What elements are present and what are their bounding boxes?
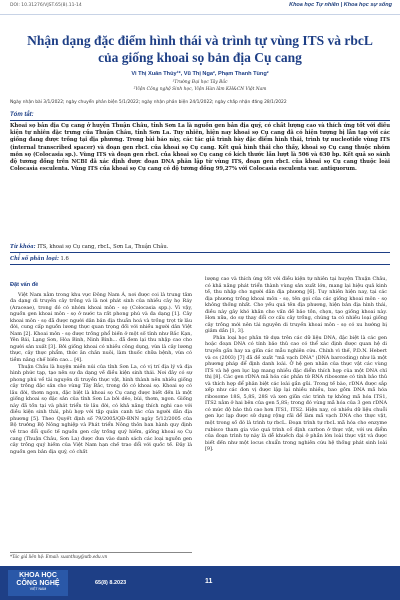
left-paragraph-2: Thuận Châu là huyện miền núi của tỉnh Sơn La, có vị trí địa lý và địa hình phức tạp, tạo nên sự đa dạng về điều kiện sinh thái. Nơi đây có sự phong phú về tài nguyên di truyền thực vật, hình thành nên nhiều giống cây trồng đặc sản cho vùng Tây Bắc, trong đó có khoai sọ. Khoai sọ có lâu đời, thơm ngon, đặc biệt là khoai sọ Cụ cang được biết đến là một giống khoai sọ đặc sản của tỉnh Sơn La bởi dẻo, bùi, thơm, ngon. Giống này đã tồn tại và phát triển từ lâu đời, có khả năng thích nghi cao với điều kiện sinh thái, phù hợp với tập quán canh tác của người dân địa phương [5]. Theo Quyết định số 79/2005/QĐ-BNN ngày 5/12/2005 của Bộ trưởng Bộ Nông nghiệp và Phát triển Nông thôn ban hành quy định về trao đổi quốc tế nguồn gen cây trồng quý hiếm, giống khoai sọ Cụ cang (Thuận Châu, Sơn La) được đưa vào danh sách các loại nguồn gen cây trồng quý hiếm của Việt Nam hạn chế trao đổi với quốc tế. Đây là nguồn gen bản địa quý, có chất bbox=[10, 363, 192, 455]
right-paragraph-2: Phân loại học phân tử dựa trên các dữ liệu DNA, đặc biệt là các gen hoặc đoạn DNA có tính bảo thủ cao có thể xác định được quan hệ di truyền gần hay xa giữa các mẫu nghiên cứu. Chính vì thế, P.D.N. Hebert và cs (2003) [7] đã đề xuất "mã vạch DNA" (DNA barcoding) như là một phương pháp để định danh loài. Ở hệ gen nhân của thực vật các vùng ITS và hệ gen lục lạp mang nhiều đặc điểm thích hợp của một DNA chỉ thị [8]. Các gen rDNA mã hóa các phân tử RNA ribosome có tính bảo thủ và thích hợp để phân biệt các loài gần gũi. Trong tế bào, rDNA được sắp xếp như các đơn vị được lặp lại nhiều nhiều, bao gồm DNA mã hóa ribosome 18S, 5,8S, 28S và xen giữa các trình tự không mã hóa ITS1, ITS2 nằm ở hai bên của gen 5,8S; trong đó vùng mã hóa của 3 gen rDNA có mức độ bảo thủ cao hơn ITS1, ITS2. Hiện nay, có nhiều dữ liệu chuỗi gen lục lạp được sử dụng rộng rãi để làm mã vạch DNA cho thực vật, một trong số đó là trình tự rbcL. Đoạn trình tự rbcL mã hóa cho enzyme rubisco tham gia vào quá trình cố định carbon ở thực vật, với ưu điểm của đoạn trình tự này là dễ khuếch đại ở phần lớn loài thực vật và được biết đến như một locus chuẩn trong nghiên cứu hệ thống phát sinh loài [9]. bbox=[205, 334, 387, 453]
keywords-text: ITS, khoai sọ Cụ cang, rbcL, Sơn La, Thuận Châu. bbox=[37, 244, 169, 250]
authors: Vi Thị Xuân Thủy¹*, Vũ Thị Nga², Phạm Thanh Tùng² bbox=[131, 71, 269, 77]
article-title: Nhận dạng đặc điểm hình thái và trình tự vùng ITS và rbcL của giống khoai sọ bản địa Cụ cang bbox=[27, 33, 373, 65]
classification-rule bbox=[10, 264, 390, 265]
doi-text: DOI: 10.31276/VJST.65(8).11-14 bbox=[10, 3, 82, 8]
keywords-label: Từ khóa: bbox=[10, 244, 36, 250]
classification-line bbox=[10, 256, 390, 262]
logo-main-text: KHOA HỌC CÔNG NGHỆ bbox=[16, 572, 60, 587]
abstract-top-rule bbox=[10, 120, 390, 121]
abstract-text: Khoai sọ bản địa Cụ cang ở huyện Thuận Châu, tỉnh Sơn La là nguồn gen bản địa quý, có chất lượng cao và thích ứng tốt với điều kiện tự nhiên đặc trưng của Thuận Châu, tỉnh Sơn La. Tuy nhiên, hiện nay khoai sọ Cụ cang đã có hiện tượng bị lẫn tạp với các giống đang được trồng tại địa phương. Trong bài báo này, các tác giả trình bày đặc điểm hình thái, trình tự nucleotide vùng ITS (internal transcribed spacer) và đoạn gen rbcL của khoai sọ Cụ cang. Kết quả hình thái cho thấy, khoai sọ Cụ cang thuộc nhóm môn sọ (Colocasia sp.). Vùng ITS và đoạn gen rbcL của khoai sọ Cụ cang có kích thước lần lượt là 506 và 630 bp. Kết quả so sánh độ tương đồng trên NCBI đã xác định được đoạn DNA phân lập từ vùng ITS, đoạn gen rbcL của khoai sọ Cụ cang thuộc loài Colocasia esculenta. Vùng ITS của khoai sọ Cụ cang có độ tương đồng 99,27% với Colocasia esculenta var. antiquorum. bbox=[10, 123, 390, 173]
affiliation-1: ¹Trường Đại học Tây Bắc bbox=[172, 80, 228, 85]
classification-label: Chỉ số phân loại: bbox=[10, 256, 59, 262]
classification-value: 1.6 bbox=[60, 256, 69, 262]
right-column bbox=[205, 276, 387, 453]
abstract-label: Tóm tắt: bbox=[10, 112, 34, 118]
page-number: 11 bbox=[205, 578, 213, 585]
journal-logo bbox=[8, 570, 68, 596]
submission-dates: Ngày nhận bài 3/1/2022; ngày chuyển phản biện 5/1/2022; ngày nhận phản biện 24/1/2022; ngày chấp nhận đăng 28/1/2022 bbox=[10, 100, 287, 105]
issue-number: 65(8) 8.2023 bbox=[95, 580, 127, 586]
affiliation-2: ²Viện Công nghệ Sinh học, Viện Hàn lâm KH&CN Việt Nam bbox=[133, 87, 267, 92]
section-label: Khoa học Tự nhiên | Khoa học sự sống bbox=[289, 2, 392, 8]
keywords-line bbox=[10, 244, 390, 250]
intro-heading: Đặt vấn đề bbox=[10, 282, 39, 288]
page-header bbox=[0, 0, 400, 15]
logo-sub-text: VIỆT NAM bbox=[29, 587, 47, 591]
left-paragraph-1: Việt Nam nằm trong khu vực Đông Nam Á, nơi được coi là trung tâm đa dạng di truyền cây trồng và là nơi phát sinh của nhiều cây họ Ráy (Araceae), trong đó có nhóm khoai môn - sọ (Colocasia spp.). Vì vậy, nguồn gen khoai môn - sọ ở nước ta rất phong phú và đa dạng [1]. Cây khoai môn - sọ đã được người dân bản địa thuần hoá và trồng trọt từ lâu đời, cung cấp nguồn lương thực quan trọng đối với nhiều người dân Việt Nam [2]. Khoai môn - sọ được trồng phổ biến ở một số tỉnh như Bắc Kạn, Yên Bái, Lạng Sơn, Hòa Bình, Ninh Bình... đã đem lại thu nhập cao cho người sản xuất [3]. Bởi giống khoai có nhiều công dụng, vừa là cây lương thực, cây thực phẩm, thức ăn chăn nuôi, làm thuốc chữa bệnh, vừa có tiềm năng chế biến cao... [4]. bbox=[10, 291, 192, 364]
right-paragraph-1: lượng cao và thích ứng tốt với điều kiện tự nhiên tại huyện Thuận Châu, có khả năng phát triển thành vùng sản xuất lớn, mang lại hiệu quả kinh tế, thu nhập cho người dân địa phương [6]. Tuy nhiên hiện nay, tại các địa phương trồng khoai môn - sọ, tên gọi của các giống khoai môn - sọ không thống nhất. Cho yếu quá tên địa phương, hiện bản địa hình thái, điều này gây khó khăn cho vấn đề bảo tồn, chọn, tạo giống khoai này. Hơn nữa, do sự thay đổi cơ cấu cây trồng, chúng ta có nhiều loại giống cây trồng mới nên tài nguyên di truyền khoai môn - sọ có xu hướng bị giảm dần [1, 3]. bbox=[205, 276, 387, 335]
keywords-rule bbox=[10, 252, 390, 253]
left-column bbox=[10, 282, 192, 455]
corresponding-author-footnote: *Tác giả liên hệ: Email: xuanthuy@utb.edu.vn bbox=[10, 552, 192, 559]
